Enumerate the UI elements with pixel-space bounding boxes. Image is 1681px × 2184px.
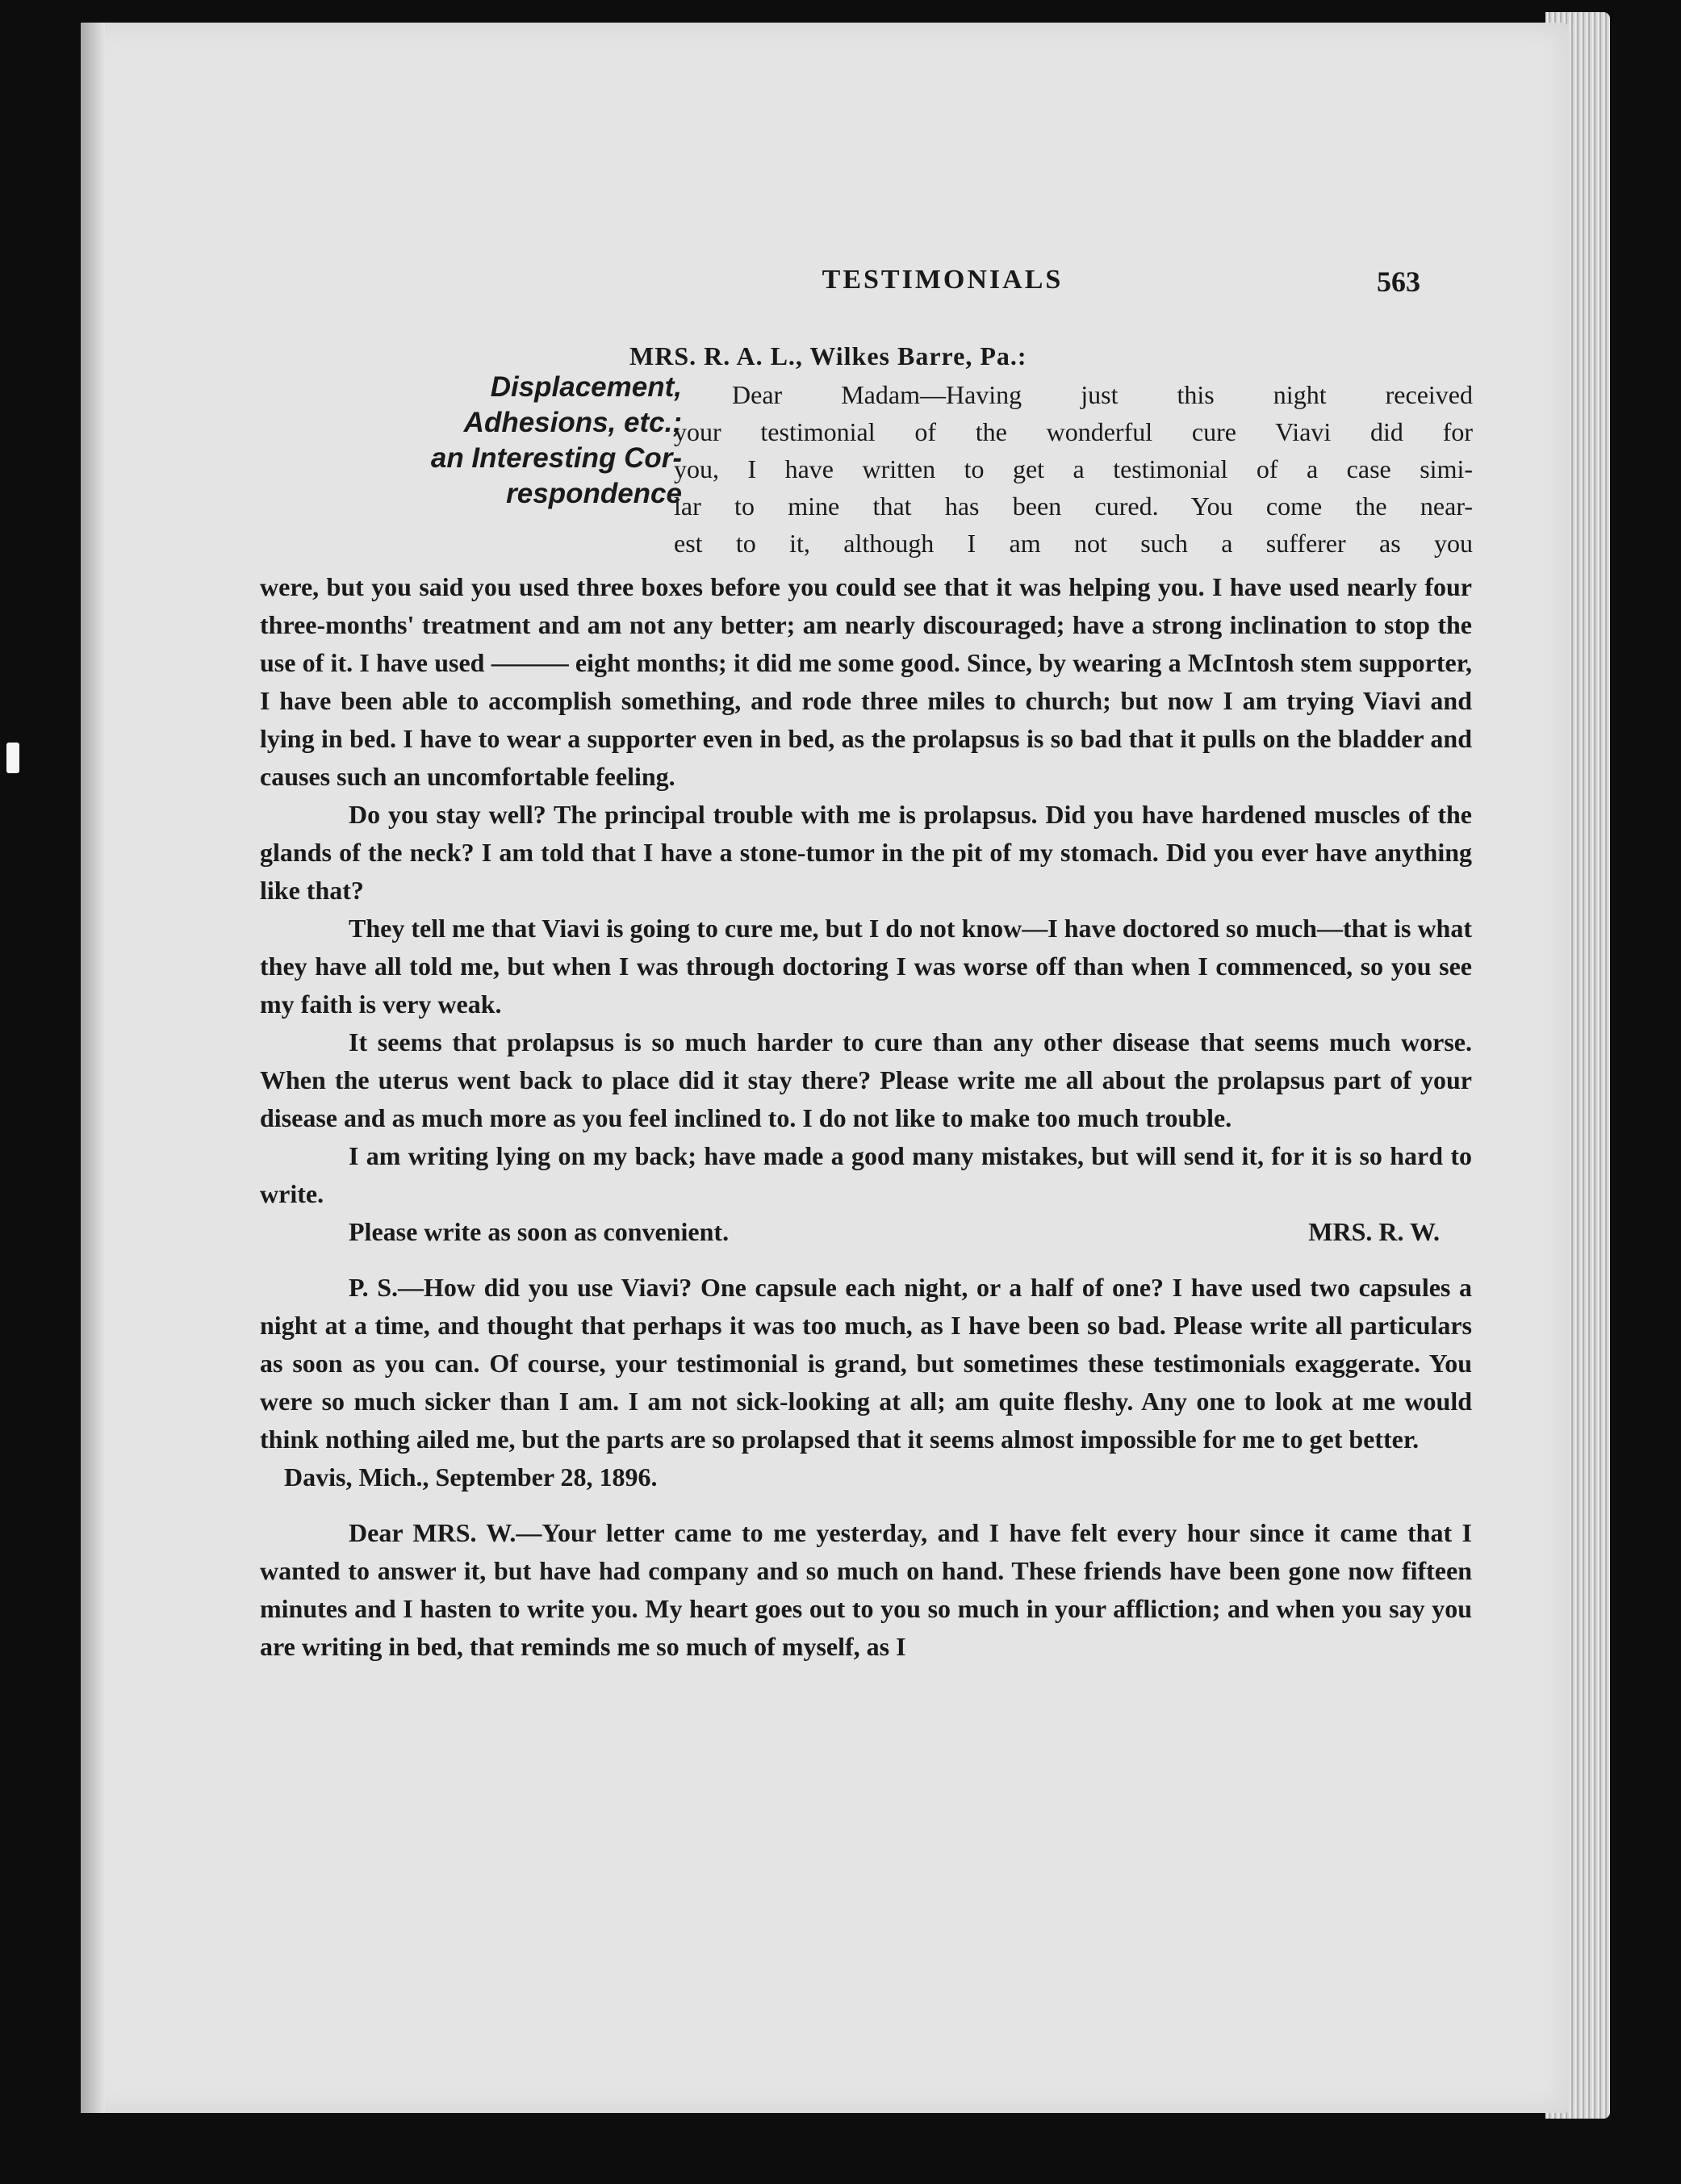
dateline: Davis, Mich., September 28, 1896.: [284, 1462, 658, 1492]
letter-salutation: MRS. R. A. L., Wilkes Barre, Pa.:: [629, 341, 1027, 370]
side-heading-line: respondence: [506, 478, 682, 509]
letter-body: [260, 568, 1472, 1666]
side-heading-line: Adhesions, etc.;: [463, 407, 682, 438]
page-content: [81, 23, 1570, 2113]
paragraph: It seems that prolapsus is so much harder to cure than any other disease that seems much worse. When the uterus went back to place did it stay there? Please write me all about the prolapsus part of your disease and as much more as you feel inclined to. I do not like to make too much trouble.: [260, 1027, 1472, 1132]
spacer: [260, 1251, 1472, 1269]
opening-line: you, I have written to get a testimonial of a case simi-: [674, 454, 1473, 483]
paragraph: I am writing lying on my back; have made a good many mistakes, but will send it, for it is so hard to write.: [260, 1141, 1472, 1208]
postscript: P. S.—How did you use Viavi? One capsule each night, or a half of one? I have used two capsules a night at a time, and thought that perhaps it was too much, as I have been so bad. Please write all particulars as soon as you can. Of course, your testimonial is grand, but sometimes these testimonials exaggerate. You were so much sicker than I am. I am not sick-looking at all; am quite fleshy. Any one to look at me would think nothing ailed me, but the parts are so prolapsed that it seems almost impossible for me to get better.: [260, 1273, 1472, 1454]
letter-signoff: [260, 1213, 1472, 1251]
page-number: 563: [1377, 266, 1420, 298]
opening-line: your testimonial of the wonderful cure Viavi did for: [674, 417, 1473, 446]
opening-line: lar to mine that has been cured. You come the near-: [674, 492, 1473, 521]
running-head: TESTIMONIALS: [822, 265, 1064, 295]
scan-margin-mark: [6, 743, 19, 773]
paragraph-continued: were, but you said you used three boxes before you could see that it was helping you. I have used nearly four three-months' treatment and am not any better; am nearly discouraged; have a strong inclination to stop the use of it. I have used ——— eight months; it did me some good. Since, by wearing a McIntosh stem supporter, I have been able to accomplish something, and rode three miles to church; but now I am trying Viavi and lying in bed. I have to wear a supporter even in bed, as the prolapsus is so bad that it pulls on the bladder and causes such an uncomfortable feeling.: [260, 572, 1472, 791]
paragraph: Do you stay well? The principal trouble with me is prolapsus. Did you have hardened muscles of the glands of the neck? I am told that I have a stone-tumor in the pit of my stomach. Did you ever have anything like that?: [260, 800, 1472, 905]
reply-paragraph: Dear MRS. W.—Your letter came to me yesterday, and I have felt every hour since it came that I wanted to answer it, but have had company and so much on hand. These friends have been gone now fifteen minutes and I hasten to write you. My heart goes out to you so much in your affliction; and when you say you are writing in bed, that reminds me so much of myself, as I: [260, 1518, 1472, 1661]
letter-opening: [674, 376, 1473, 562]
side-heading-line: an Interesting Cor-: [430, 442, 682, 474]
closing-line: Please write as soon as convenient.: [349, 1217, 730, 1246]
opening-line: est to it, although I am not such a sufferer as you: [674, 529, 1473, 558]
spacer: [260, 1496, 1472, 1514]
paragraph: They tell me that Viavi is going to cure me, but I do not know—I have doctored so much—that is what they have all told me, but when I was through doctoring I was worse off than when I commenced, so you see my faith is very weak.: [260, 914, 1472, 1019]
side-heading: [266, 370, 682, 512]
side-heading-line: Displacement,: [490, 371, 682, 403]
opening-line: Dear Madam—Having just this night received: [732, 380, 1473, 409]
signature: MRS. R. W.: [1308, 1217, 1440, 1246]
